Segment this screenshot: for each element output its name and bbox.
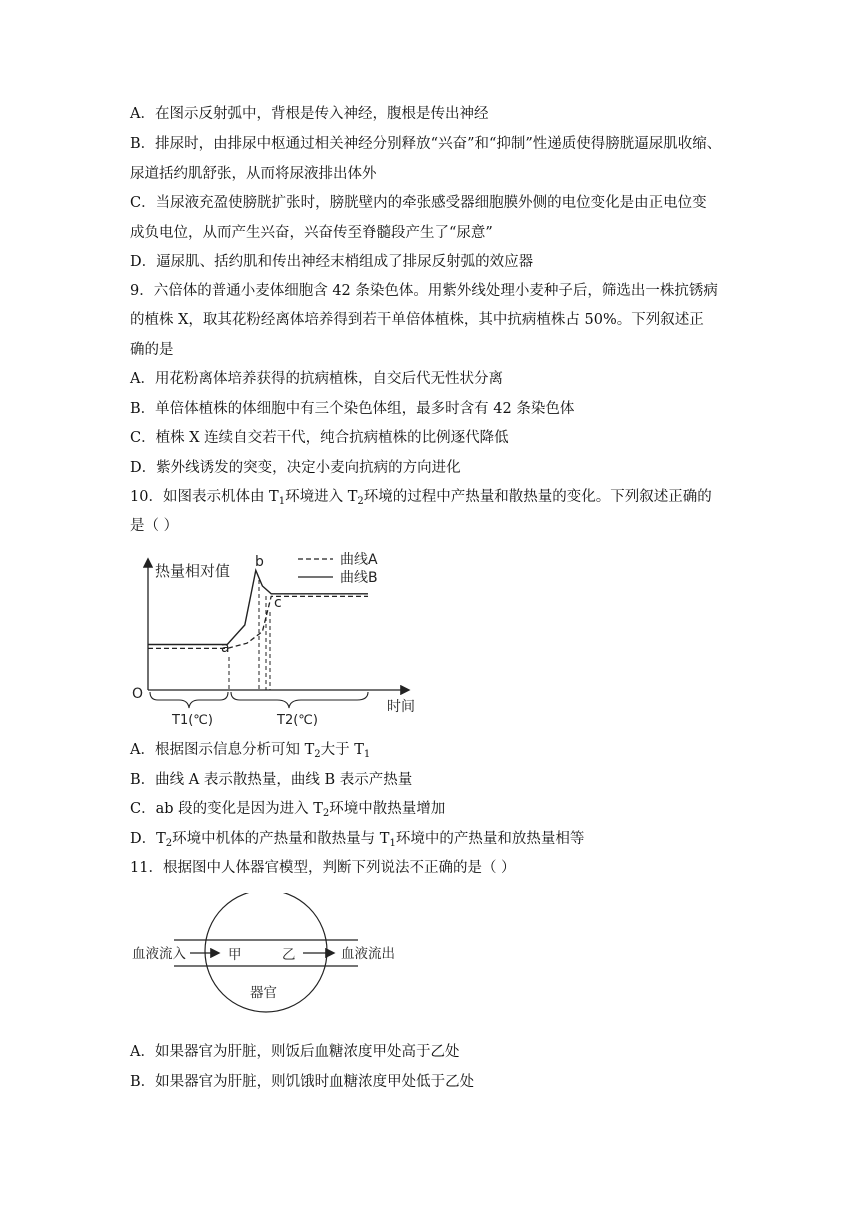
q9-option-a: A．用花粉离体培养获得的抗病植株，自交后代无性状分离 [130, 371, 503, 387]
q9-stem-line1: 9．六倍体的普通小麦体细胞含 42 条染色体。用紫外线处理小麦种子后，筛选出一株抗锈病 [130, 283, 718, 299]
q10-option-a: A．根据图示信息分析可知 $T_2$大于 $T_1$ [130, 742, 371, 760]
q8-option-c-line2: 成负电位，从而产生兴奋，兴奋传至脊髓段产生了“尿意” [130, 225, 493, 241]
q10-option-b: B．曲线 A 表示散热量，曲线 B 表示产热量 [130, 772, 413, 788]
inflow-label: 血液流入 [132, 946, 186, 962]
y-axis-label: 热量相对值 [155, 562, 231, 580]
phase-label-t1: T1(℃) [172, 713, 213, 728]
x-axis-label: 时间 [387, 699, 415, 715]
outflow-label: 血液流出 [341, 946, 395, 962]
curve-a [148, 596, 368, 648]
q10-stem-line2: 是（ ） [130, 518, 179, 534]
brace-t2 [231, 692, 368, 708]
q8-option-c-line1: C．当尿液充盈使膀胱扩张时，膀胱壁内的牵张感受器细胞膜外侧的电位变化是由正电位变 [130, 195, 707, 211]
q11-stem: 11．根据图中人体器官模型，判断下列说法不正确的是（ ） [130, 860, 516, 876]
yi-label: 乙 [282, 947, 296, 963]
q8-option-b-line1: B．排尿时，由排尿中枢通过相关神经分别释放“兴奋”和“抑制”性递质使得膀胱逼尿肌收缩、 [130, 136, 722, 152]
q8-option-b-line2: 尿道括约肌舒张，从而将尿液排出体外 [130, 166, 377, 182]
q9-option-c: C．植株 X 连续自交若干代，纯合抗病植株的比例逐代降低 [130, 430, 509, 446]
q9-option-d: D．紫外线诱发的突变，决定小麦向抗病的方向进化 [130, 460, 461, 476]
q9-stem-line2: 的植株 X，取其花粉经离体培养得到若干单倍体植株，其中抗病植株占 50%。下列叙述正 [130, 312, 704, 328]
q8-option-a: A．在图示反射弧中，背根是传入神经，腹根是传出神经 [130, 106, 489, 122]
brace-t1 [150, 692, 228, 708]
q11-option-b: B．如果器官为肝脏，则饥饿时血糖浓度甲处低于乙处 [130, 1074, 475, 1090]
legend-label-b: 曲线B [340, 570, 378, 586]
q10-option-c: C．ab 段的变化是因为进入 $T_2$环境中散热量增加 [130, 801, 446, 819]
q10-option-d: D．$T_2$环境中机体的产热量和散热量与 $T_1$环境中的产热量和放热量相等 [130, 831, 585, 849]
q10-stem-line1: 10．如图表示机体由 $T_1$环境进入 $T_2$环境的过程中产热量和散热量的变化。下列叙述正确的 [130, 489, 712, 507]
legend-label-a: 曲线A [340, 552, 378, 568]
q9-stem-line3: 确的是 [130, 342, 174, 358]
q11-option-a: A．如果器官为肝脏，则饭后血糖浓度甲处高于乙处 [130, 1044, 460, 1060]
q9-option-b: B．单倍体植株的体细胞中有三个染色体组，最多时含有 42 条染色体 [130, 401, 575, 417]
jia-label: 甲 [228, 947, 242, 963]
q8-option-d: D．逼尿肌、括约肌和传出神经末梢组成了排尿反射弧的效应器 [130, 254, 534, 270]
heat-chart [125, 548, 435, 734]
organ-label: 器官 [250, 985, 277, 1001]
point-label-a: a [221, 640, 230, 656]
point-label-c: c [274, 595, 282, 611]
curve-b [148, 570, 368, 644]
phase-label-t2: T2(℃) [277, 713, 318, 728]
origin-label: O [132, 686, 144, 702]
organ-diagram [130, 893, 420, 1015]
point-label-b: b [255, 554, 264, 570]
